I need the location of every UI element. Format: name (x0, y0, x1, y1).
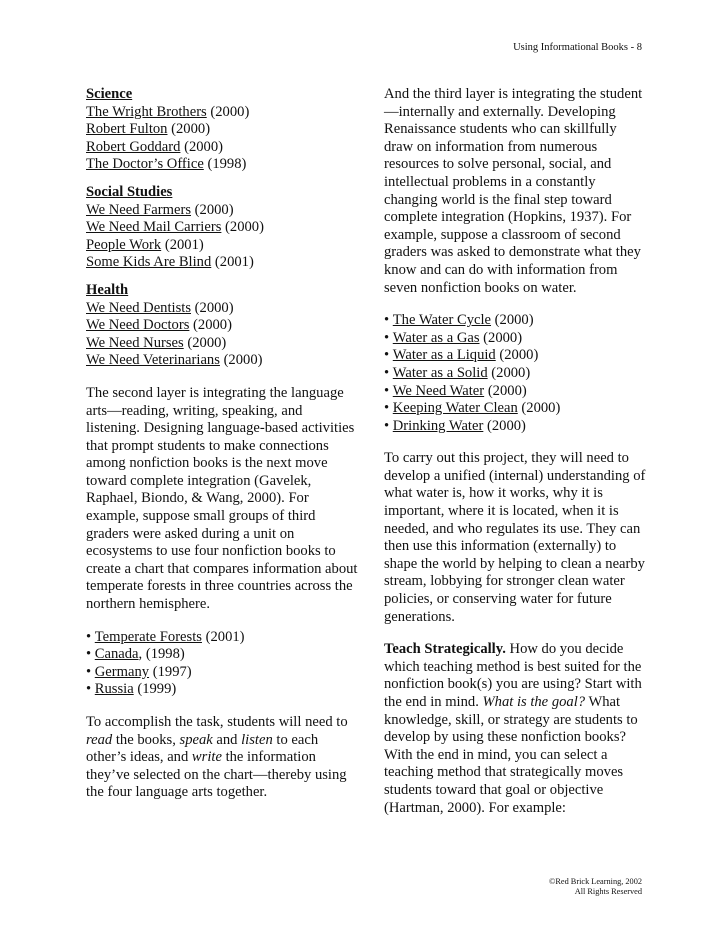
book-year: (2000) (521, 400, 561, 417)
book-title: The Water Cycle (392, 312, 492, 329)
book-title: We Need Mail Carriers (86, 219, 222, 236)
section-heading-social-studies: Social Studies (86, 183, 173, 200)
book-item (86, 202, 358, 220)
teach-strategically-heading: Teach Strategically. (384, 641, 506, 658)
book-title: Some Kids Are Blind (86, 254, 212, 271)
science-section (86, 86, 358, 174)
book-year: (2000) (225, 219, 264, 236)
book-year: (2001) (205, 628, 245, 645)
book-year: (2000) (187, 334, 227, 351)
health-section (86, 282, 358, 370)
book-title: Canada (94, 646, 139, 663)
book-title: We Need Veterinarians (86, 352, 220, 369)
book-title: Germany (94, 663, 150, 680)
book-item (86, 219, 358, 237)
book-year: (2000) (494, 312, 534, 329)
book-year: (2001) (214, 254, 254, 271)
section-heading-health: Health (86, 281, 129, 298)
body-paragraph: And the third layer is integrating the student—internally and externally. Developing Renaissance students who can skillfully draw on information from numerous resources to solve personal, social, and intellectual problems in a constantly changing world is the final step toward complete integration (Hopkins, 1937). For example, suppose a classroom of second graders was asked to demonstrate what they know and can do with information from seven nonfiction books on water. (384, 86, 643, 296)
book-year: (2000) (483, 329, 523, 346)
body-paragraph: The second layer is integrating the language arts—reading, writing, speaking, and listening. Designing language-based activities that prompt students to make connections among nonfiction books is the next move toward complete integration (Gavelek, Raphael, Biondo, & Wang, 2000). For example, suppose small groups of third graders were asked during a unit on ecosystems to use four nonfiction books to create a chart that compares information about temperate forests in three countries across the northern hemisphere. (86, 384, 358, 613)
forest-book-list (86, 629, 358, 699)
book-title: The Doctor’s Office (86, 156, 204, 173)
left-column (86, 86, 358, 802)
book-item (86, 139, 358, 157)
book-year: (2000) (487, 382, 527, 399)
rights-line: All Rights Reserved (574, 887, 642, 896)
book-title: We Need Doctors (86, 317, 190, 334)
book-title: Drinking Water (392, 417, 484, 434)
copyright-footer (549, 877, 642, 897)
book-item (86, 121, 358, 139)
book-title: Russia (94, 681, 134, 698)
book-year: (2000) (491, 364, 531, 381)
book-year: (2000) (171, 121, 211, 138)
body-paragraph: To carry out this project, they will need to develop a unified (internal) understanding of what water is, how it works, why it is important, where it is located, when it is needed, and who regulates its use. They can then use this information (externally) to shape the world by helping to clean a nearby stream, lobbying for stronger clean water policies, or conserving water for future generations. (384, 450, 646, 625)
book-item (86, 335, 358, 353)
book-title: Temperate Forests (94, 628, 202, 645)
book-year: (1998) (207, 156, 247, 173)
list-item (384, 383, 648, 401)
social-studies-section (86, 184, 358, 272)
book-item (86, 317, 358, 335)
book-year: , (1998) (138, 646, 185, 663)
book-title: Robert Fulton (86, 121, 168, 138)
book-title: We Need Water (392, 382, 485, 399)
book-year: (2000) (223, 352, 263, 369)
book-item (86, 104, 358, 122)
book-title: Keeping Water Clean (392, 400, 518, 417)
book-year: (2000) (194, 299, 234, 316)
book-title: Robert Goddard (86, 138, 181, 155)
section-heading-science: Science (86, 86, 133, 102)
list-item (384, 330, 648, 348)
book-item (86, 156, 358, 174)
book-year: (2000) (184, 138, 224, 155)
list-item (384, 312, 648, 330)
running-header: Using Informational Books - 8 (513, 42, 642, 53)
book-year: (2001) (164, 236, 204, 253)
list-item (384, 347, 648, 365)
book-title: We Need Nurses (86, 334, 184, 351)
book-year: (2000) (194, 201, 234, 218)
list-item (86, 664, 358, 682)
water-book-list (384, 312, 648, 435)
book-item (86, 254, 358, 272)
book-item (86, 352, 358, 370)
list-item (86, 681, 358, 699)
book-title: The Wright Brothers (86, 103, 207, 120)
book-year: (2000) (486, 417, 526, 434)
book-title: Water as a Gas (392, 329, 480, 346)
book-year: (2000) (499, 347, 539, 364)
body-paragraph: To accomplish the task, students will need to read the books, speak and listen to each other’s ideas, and write the information they’ve selected on the chart—thereby using the four language arts together. (86, 714, 348, 801)
book-title: Water as a Liquid (392, 347, 496, 364)
book-year: (2000) (210, 103, 250, 120)
book-title: We Need Dentists (86, 299, 192, 316)
book-title: People Work (86, 236, 162, 253)
book-year: (1997) (152, 663, 192, 680)
list-item (86, 629, 358, 647)
body-paragraph: Teach Strategically. How do you decide which teaching method is best suited for the nonfiction book(s) you are using? Start with the end in mind. What is the goal? What knowledge, skill, or strategy are students to develop by using these nonfiction books? With the end in mind, you can select a teaching method that strategically moves students toward that goal or objective (Hartman, 2000). For example: (384, 641, 642, 816)
book-year: (1999) (137, 681, 177, 698)
list-item (384, 365, 648, 383)
copyright-line: ©Red Brick Learning, 2002 (549, 877, 642, 886)
list-item (86, 646, 358, 664)
list-item (384, 400, 648, 418)
list-item (384, 418, 648, 436)
book-year: (2000) (193, 317, 232, 334)
right-column (384, 86, 648, 817)
book-item (86, 237, 358, 255)
book-title: Water as a Solid (392, 364, 488, 381)
book-item (86, 300, 358, 318)
book-title: We Need Farmers (86, 201, 191, 218)
